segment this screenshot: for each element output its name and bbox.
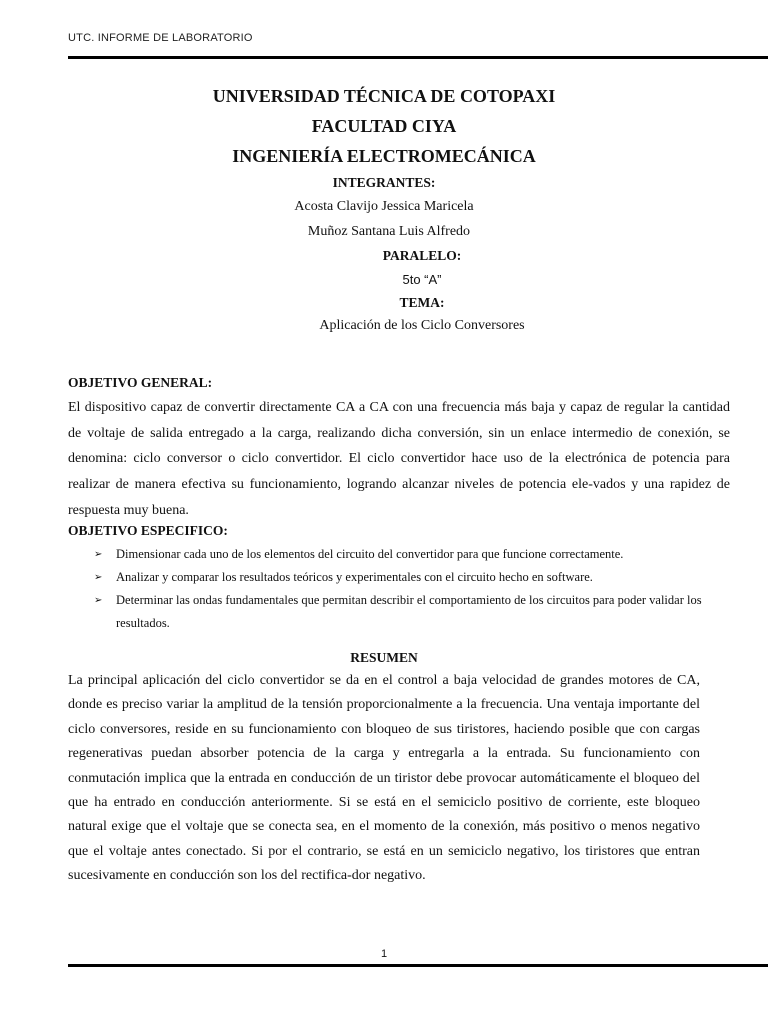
faculty-title: FACULTAD CIYA (311, 116, 457, 136)
footer-rule (68, 964, 768, 967)
member-name: Muñoz Santana Luis Alfredo (307, 224, 471, 239)
topic-label: TEMA: (399, 295, 445, 310)
parallel-label: PARALELO: (382, 248, 462, 263)
parallel-value: 5to “A” (402, 272, 442, 287)
list-item-text: Determinar las ondas fundamentales que permitan describir el comportamiento de los circuitos para poder validar los resultados. (116, 593, 702, 630)
specific-objective-heading: OBJETIVO ESPECIFICO: (68, 523, 228, 538)
list-item-text: Analizar y comparar los resultados teóricos y experimentales con el circuito hecho en software. (116, 570, 593, 584)
specific-objective-list (94, 543, 730, 635)
general-objective-heading: OBJETIVO GENERAL: (68, 375, 213, 390)
header-rule (68, 56, 768, 59)
career-title: INGENIERÍA ELECTROMECÁNICA (232, 146, 536, 166)
list-item (94, 566, 730, 589)
list-item (94, 543, 730, 566)
topic-value: Aplicación de los Ciclo Conversores (319, 318, 525, 333)
arrow-bullet-icon: ➢ (94, 572, 103, 583)
arrow-bullet-icon: ➢ (94, 595, 103, 606)
arrow-bullet-icon: ➢ (94, 549, 103, 560)
university-title: UNIVERSIDAD TÉCNICA DE COTOPAXI (212, 86, 556, 106)
summary-heading: RESUMEN (350, 650, 418, 665)
page-number: 1 (380, 948, 388, 960)
list-item (94, 589, 730, 635)
list-item-text: Dimensionar cada uno de los elementos del circuito del convertidor para que funcione correctamente. (116, 547, 624, 561)
member-name: Acosta Clavijo Jessica Maricela (294, 199, 474, 214)
members-label: INTEGRANTES: (332, 175, 436, 190)
summary-paragraph: La principal aplicación del ciclo convertidor se da en el control a baja velocidad de grandes motores de CA, donde es preciso variar la amplitud de la tensión proporcionalmente a la frecuencia. Una ventaja importante del ciclo conversores, reside en su funcionamiento con bloqueo de sus tiristores, haciendo posible que con cargas regenerativas puedan absorber potencia de la carga y entregarla a la entrada. Su funcionamiento con conmutación implica que la entrada en conducción de un tiristor debe provocar automáticamente el bloqueo del que ha entrado en conducción anteriormente. Si se está en el semiciclo positivo de corriente, este bloqueo natural exige que el voltaje que se conecta sea, en el momento de la conexión, más positivo o menos negativo que el voltaje antes conectado. Si por el contrario, se está en un semiciclo negativo, los tiristores que entran sucesivamente en conducción son los del rectifica-dor negativo. (68, 673, 700, 884)
running-header: UTC. INFORME DE LABORATORIO (68, 32, 253, 44)
general-objective-paragraph: El dispositivo capaz de convertir directamente CA a CA con una frecuencia más baja y capaz de regular la cantidad de voltaje de salida entregado a la carga, realizando dicha conversión, sin un enlace intermedio de conexión, se denomina: ciclo conversor o ciclo convertidor. El ciclo convertidor hace uso de la electrónica de potencia para realizar de manera efectiva su funcionamiento, logrando alcanzar niveles de potencia ele-vados y una rapidez de respuesta muy buena. (68, 400, 730, 518)
